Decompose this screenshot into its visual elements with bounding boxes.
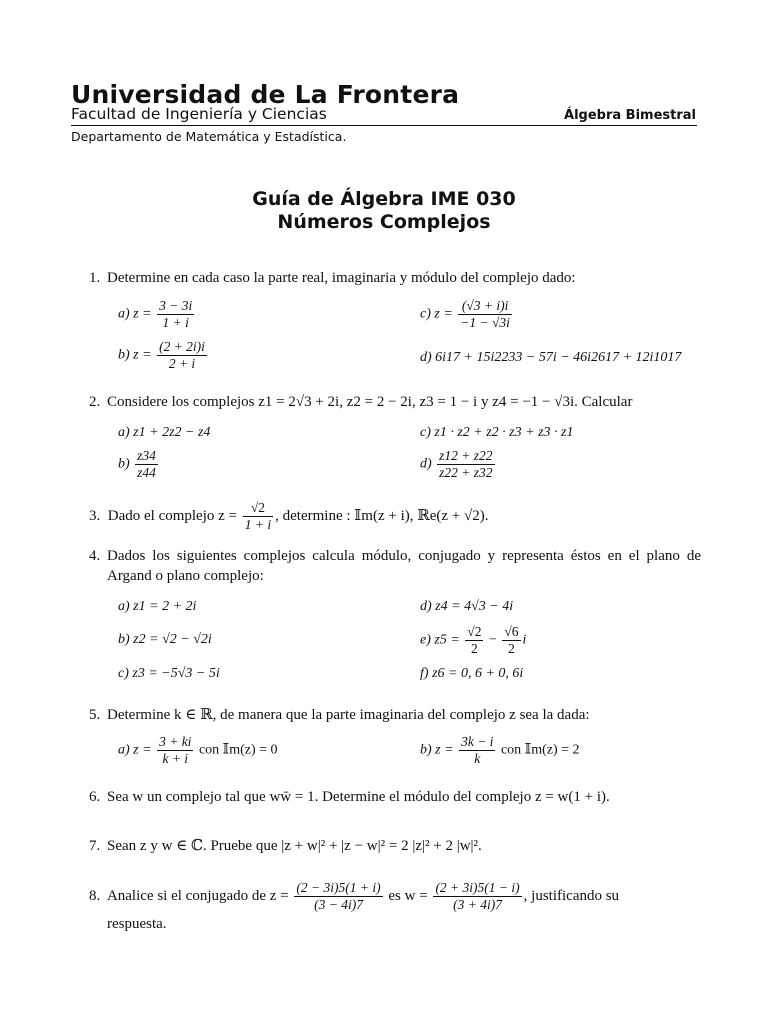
item-1a: a) z = $\frac{3 - 3i}{1 + i}$ bbox=[118, 298, 193, 330]
fraction: $\frac{3 + ki}{k + i}$ bbox=[159, 734, 192, 766]
question-text: Analice si el conjugado de z = bbox=[106, 887, 289, 904]
university-name: Universidad de La Frontera bbox=[71, 80, 460, 109]
fraction: $\frac{√2}{1 + i}$ bbox=[244, 500, 272, 532]
fraction: $\frac{z12 + z22}{z22 + z32}$ bbox=[439, 448, 493, 480]
fraction: $\frac{(2 - 3i)5(1 + i)}{(3 - 4i)7}$ bbox=[296, 880, 381, 912]
header-rule bbox=[71, 125, 697, 126]
item-1d: d) 6i17 + 15i2233 − 57i − 46i2617 + 12i1017 bbox=[420, 350, 682, 365]
question-text: Determine en cada caso la parte real, imaginaria y módulo del complejo dado: bbox=[107, 270, 576, 286]
item-4c: c) z3 = −5√3 − 5i bbox=[118, 666, 220, 681]
item-4b: b) z2 = √2 − √2i bbox=[118, 632, 212, 647]
fraction: $\frac{3k - i}{k}$ bbox=[461, 734, 494, 766]
item-2a: a) z1 + 2z2 − z4 bbox=[118, 425, 211, 440]
item-4e: e) z5 = $\frac{√2}{2}$ − $\frac{√6}{2}$ i bbox=[420, 624, 527, 656]
question-number: 6. bbox=[89, 789, 101, 805]
fraction: $\frac{√6}{2}$ bbox=[504, 624, 519, 656]
item-2b: b) $\frac{z34}{z44}$ bbox=[118, 448, 156, 480]
item-1c: c) z = $\frac{(√3 + i)i}{-1 - √3i}$ bbox=[420, 298, 510, 330]
course-name: Álgebra Bimestral bbox=[564, 108, 696, 123]
question-number: 3. bbox=[89, 507, 101, 524]
item-4a: a) z1 = 2 + 2i bbox=[118, 599, 197, 614]
question-number: 5. bbox=[89, 707, 101, 723]
question-number: 4. bbox=[89, 548, 101, 564]
question-text: Considere los complejos z1 = 2√3 + 2i, z2 = 2 − 2i, z3 = 1 − i y z4 = −1 − √3i. Calcular bbox=[107, 394, 633, 410]
question-number: 7. bbox=[89, 838, 101, 854]
question-number: 8. bbox=[89, 887, 101, 904]
fraction: $\frac{√2}{2}$ bbox=[467, 624, 482, 656]
fraction: $\frac{3 - 3i}{1 + i}$ bbox=[159, 298, 193, 330]
question-number: 2. bbox=[89, 394, 101, 410]
document-subtitle: Números Complejos bbox=[277, 211, 491, 233]
question-text: Determine k ∈ ℝ, de manera que la parte imaginaria del complejo z sea la dada: bbox=[107, 707, 590, 723]
question-8: 8. Analice si el conjugado de z = $\frac{(2 - 3i)5(1 + i)}{(3 - 4i)7}$ es w = $\frac{(2 + 3i)5(1 - i)}{(3 + 4i)7}$ , justificando su bbox=[89, 880, 620, 912]
question-8-continuation: respuesta. bbox=[107, 916, 167, 932]
item-5b: b) z = $\frac{3k - i}{k}$ con 𝕀m(z) = 2 bbox=[420, 734, 580, 766]
fraction: $\frac{(2 + 3i)5(1 - i)}{(3 + 4i)7}$ bbox=[435, 880, 520, 912]
document-title: Guía de Álgebra IME 030 bbox=[252, 188, 516, 210]
department-name: Departamento de Matemática y Estadística. bbox=[71, 129, 347, 144]
question-text: Sea w un complejo tal que ww̄ = 1. Determine el módulo del complejo z = w(1 + i). bbox=[107, 789, 610, 805]
question-text: Sean z y w ∈ ℂ. Pruebe que |z + w|² + |z − w|² = 2 |z|² + 2 |w|². bbox=[107, 838, 482, 854]
item-2d: d) $\frac{z12 + z22}{z22 + z32}$ bbox=[420, 448, 493, 480]
item-2c: c) z1 · z2 + z2 · z3 + z3 · z1 bbox=[420, 425, 574, 440]
item-5a: a) z = $\frac{3 + ki}{k + i}$ con 𝕀m(z) = 0 bbox=[118, 734, 278, 766]
item-1b: b) z = $\frac{(2 + 2i)i}{2 + i}$ bbox=[118, 339, 205, 371]
fraction: $\frac{(√3 + i)i}{-1 - √3i}$ bbox=[460, 298, 510, 330]
item-4d: d) z4 = 4√3 − 4i bbox=[420, 599, 514, 614]
question-text: Dado el complejo z = bbox=[107, 507, 238, 524]
fraction: $\frac{(2 + 2i)i}{2 + i}$ bbox=[159, 339, 205, 371]
question-number: 1. bbox=[89, 270, 101, 286]
question-text: Dados los siguientes complejos calcula módulo, conjugado y representa éstos en el plano de Argand o plano complejo: bbox=[107, 548, 701, 584]
question-3: 3. Dado el complejo z = $\frac{√2}{1 + i}$ , determine : 𝕀m(z + i), ℝe(z + √2). bbox=[89, 500, 489, 532]
item-4f: f) z6 = 0, 6 + 0, 6i bbox=[420, 666, 524, 681]
fraction: $\frac{z34}{z44}$ bbox=[137, 448, 156, 480]
faculty-name: Facultad de Ingeniería y Ciencias bbox=[71, 105, 327, 123]
